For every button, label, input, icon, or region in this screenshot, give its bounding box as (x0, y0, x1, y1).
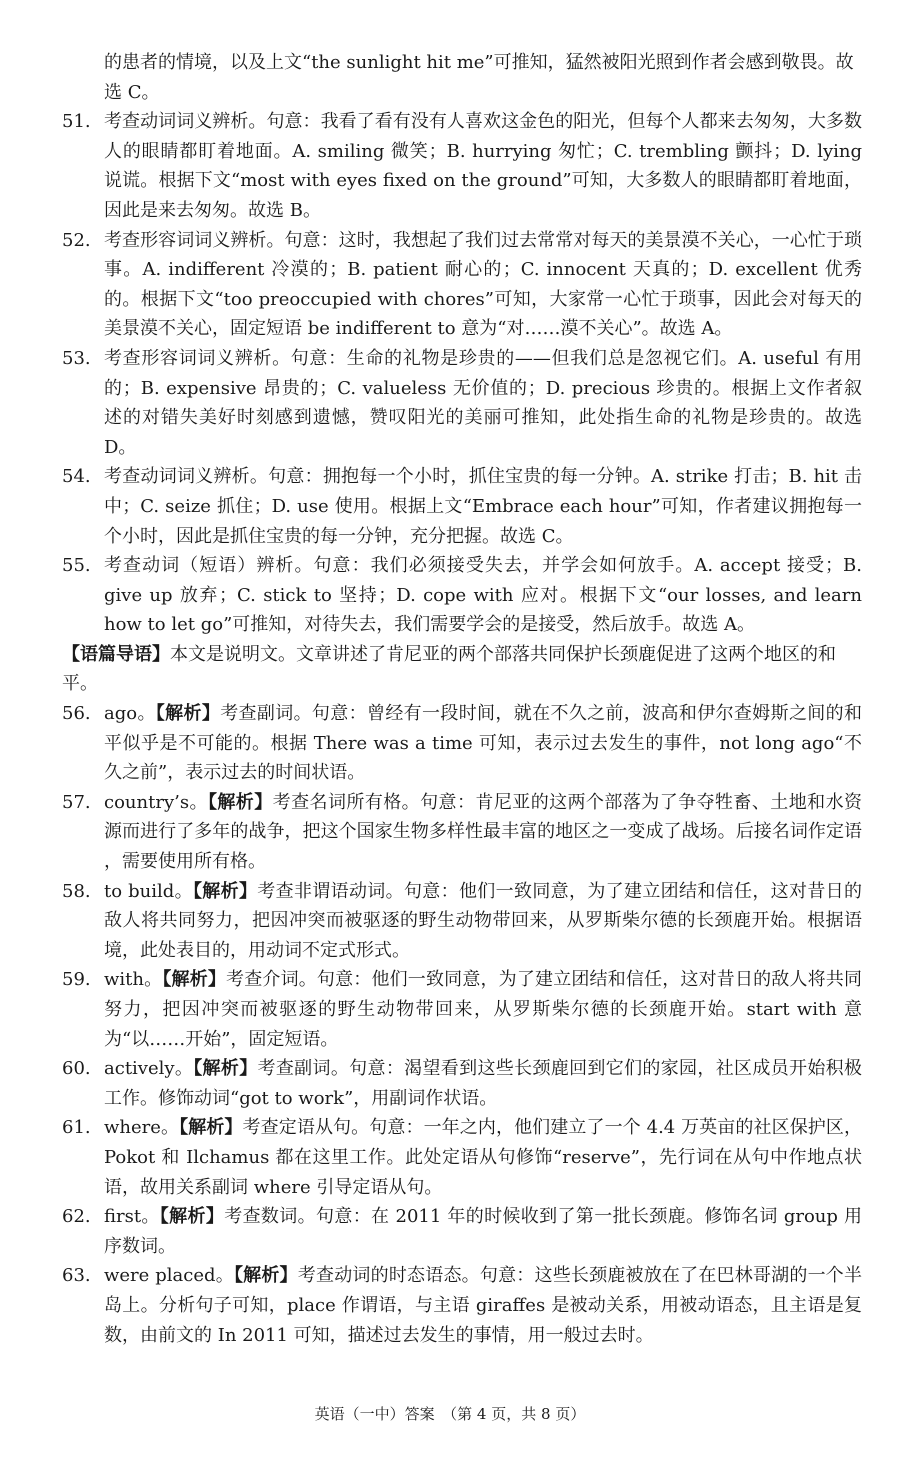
answer-word: to build。 (104, 880, 193, 902)
answer-item-61 (62, 1113, 862, 1202)
analysis-tag: 【解析】 (179, 1117, 243, 1139)
analysis-tag: 【解析】 (162, 969, 227, 991)
explanation-text: 考查形容词词义辨析。句意：这时，我想起了我们过去常常对每天的美景漠不关心，一心忙于琐事。A. indifferent 冷漠的；B. patient 耐心的；C. innocent 天真的；D. excellent 优秀的。根据下文“too preoccupied with chores”可知，大家常一心忙于琐事，因此会对每天的美景漠不关心，固定短语 be indifferent to 意为“对……漠不关心”。故选 A。 (104, 229, 862, 340)
question-number: 55. (62, 555, 91, 577)
explanation-text: 考查非谓语动词。句意：他们一致同意，为了建立团结和信任，这对昔日的敌人将共同努力，把因冲突而被驱逐的野生动物带回来，从罗斯柴尔德的长颈鹿开始。根据语境，此处表目的，用动词不定式形式。 (104, 880, 862, 961)
answer-content (62, 48, 862, 1350)
analysis-tag: 【解析】 (207, 791, 273, 813)
answer-item-56 (62, 699, 862, 788)
question-number: 61. (62, 1117, 91, 1139)
continued-explanation: 的患者的情境，以及上文“the sunlight hit me”可推知，猛然被阳光照到作者会感到敬畏。故选 C。 (104, 52, 854, 103)
question-number: 63. (62, 1265, 91, 1287)
analysis-tag: 【解析】 (159, 1206, 225, 1228)
question-number: 58. (62, 880, 91, 902)
answer-word: were placed。 (104, 1265, 234, 1287)
explanation-text: 考查动词（短语）辨析。句意：我们必须接受失去，并学会如何放手。A. accept 接受；B. give up 放弃；C. stick to 坚持；D. cope with 应对。根据下文“our losses, and learn how to let go”可推知，对待失去，我们需要学会的是接受，然后放手。故选 A。 (104, 555, 862, 636)
analysis-tag: 【解析】 (192, 880, 258, 902)
passage-guide-heading: 【语篇导语】 (62, 643, 170, 665)
explanation-text: 考查副词。句意：渴望看到这些长颈鹿回到它们的家园，社区成员开始积极工作。修饰动词“got to work”，用副词作状语。 (104, 1058, 863, 1109)
explanation-text: 考查动词词义辨析。句意：我看了看有没有人喜欢这金色的阳光，但每个人都来去匆匆，大多数人的眼睛都盯着地面。A. smiling 微笑；B. hurrying 匆忙；C. trembling 颤抖；D. lying 说谎。根据下文“most with eyes fixed on the ground”可知，大多数人的眼睛都盯着地面，因此是来去匆匆。故选 B。 (104, 111, 862, 221)
question-number: 59. (62, 969, 91, 991)
answer-item-53 (62, 344, 862, 462)
explanation-text: 考查数词。句意：在 2011 年的时候收到了第一批长颈鹿。修饰名词 group 用序数词。 (104, 1206, 862, 1257)
answer-item-52 (62, 226, 862, 344)
question-number: 62. (62, 1206, 91, 1228)
answer-word: country’s。 (104, 791, 208, 813)
explanation-text: 考查动词的时态语态。句意：这些长颈鹿被放在了在巴林哥湖的一个半岛上。分析句子可知，place 作谓语，与主语 giraffes 是被动关系，用被动语态，且主语是复数，由前文的 In 2011 可知，描述过去发生的事情，用一般过去时。 (104, 1265, 863, 1346)
answer-item-55 (62, 551, 862, 640)
answer-item-54 (62, 462, 862, 551)
question-number: 57. (62, 791, 91, 813)
analysis-tag: 【解析】 (155, 703, 221, 725)
passage-guide-text: 本文是说明文。文章讲述了肯尼亚的两个部落共同保护长颈鹿促进了这两个地区的和平。 (62, 643, 836, 695)
answer-item-51 (62, 107, 862, 225)
passage-guide (62, 640, 862, 699)
question-number: 54. (62, 466, 91, 488)
answer-word: with。 (104, 969, 163, 991)
explanation-text: 考查名词所有格。句意：肯尼亚的这两个部落为了争夺牲畜、土地和水资源而进行了多年的战争，把这个国家生物多样性最丰富的地区之一变成了战场。后接名词作定语 ，需要使用所有格。 (104, 791, 863, 873)
answer-item-62 (62, 1202, 862, 1261)
answer-word: where。 (104, 1117, 180, 1139)
answer-item-57 (62, 788, 862, 877)
answer-word: actively。 (104, 1058, 194, 1080)
explanation-text: 考查副词。句意：曾经有一段时间，就在不久之前，波高和伊尔查姆斯之间的和平似乎是不可能的。根据 There was a time 可知，表示过去发生的事件，not long ago“不久之前”，表示过去的时间状语。 (104, 703, 863, 784)
explanation-text: 考查动词词义辨析。句意：拥抱每一个小时，抓住宝贵的每一分钟。A. strike 打击；B. hit 击中；C. seize 抓住；D. use 使用。根据上文“Embrace each hour”可知，作者建议拥抱每一个小时，因此是抓住宝贵的每一分钟，充分把握。故选 C。 (104, 466, 862, 547)
analysis-tag: 【解析】 (193, 1058, 258, 1080)
answer-word: first。 (104, 1206, 160, 1228)
question-number: 51. (62, 111, 91, 133)
explanation-text: 考查定语从句。句意：一年之内，他们建立了一个 4.4 万英亩的社区保护区，Pokot 和 Ilchamus 都在这里工作。此处定语从句修饰“reserve”，先行词在从句中作地点状语，故用关系副词 where 引导定语从句。 (104, 1117, 862, 1198)
analysis-tag: 【解析】 (233, 1265, 298, 1287)
explanation-text: 考查介词。句意：他们一致同意，为了建立团结和信任，这对昔日的敌人将共同努力，把因冲突而被驱逐的野生动物带回来，从罗斯柴尔德的长颈鹿开始。start with 意为“以……开始”，固定短语。 (104, 969, 862, 1050)
answer-word: ago。 (104, 703, 156, 725)
question-number: 56. (62, 703, 91, 725)
question-number: 52. (62, 229, 91, 251)
answer-item-63 (62, 1261, 862, 1350)
answer-item-58 (62, 877, 862, 966)
answer-item-60 (62, 1054, 862, 1113)
question-number: 53. (62, 347, 91, 369)
answer-item-59 (62, 965, 862, 1054)
explanation-text: 考查形容词词义辨析。句意：生命的礼物是珍贵的——但我们总是忽视它们。A. useful 有用的；B. expensive 昂贵的；C. valueless 无价值的；D. precious 珍贵的。根据上文作者叙述的对错失美好时刻感到遗憾，赞叹阳光的美丽可推知，此处指生命的礼物是珍贵的。故选 D。 (104, 347, 862, 458)
question-number: 60. (62, 1058, 91, 1080)
page-footer: 英语（一中）答案 （第 4 页，共 8 页） (314, 1405, 586, 1423)
